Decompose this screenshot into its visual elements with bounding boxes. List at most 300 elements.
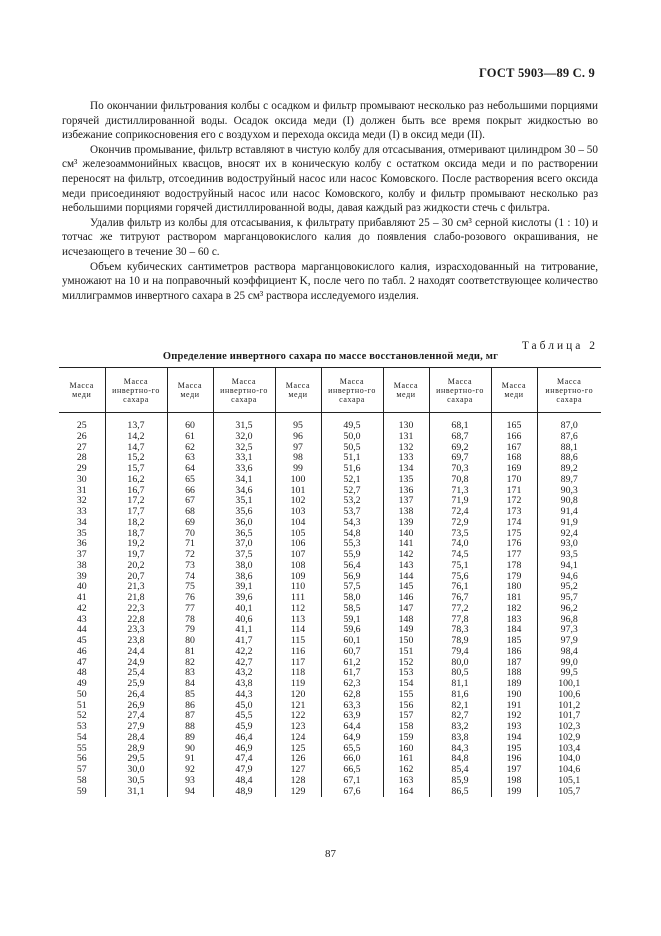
- copper-mass-cell: 171: [491, 486, 537, 497]
- sugar-mass-cell: 84,3: [429, 744, 491, 755]
- header-copper-mass: Масса меди: [275, 368, 321, 413]
- copper-mass-cell: 189: [491, 679, 537, 690]
- copper-mass-cell: 144: [383, 572, 429, 583]
- sugar-mass-cell: 89,2: [537, 464, 601, 475]
- copper-mass-cell: 109: [275, 572, 321, 583]
- paragraph: Удалив фильтр из колбы для отсасывания, к фильтрату прибавляют 25 – 30 см³ серной кислоты (1 : 10) и тотчас же титруют раствором марганцовокислого калия до появления слабо-розового окрашивания, не исчезающего в течение 30 – 60 с.: [62, 216, 598, 258]
- copper-mass-cell: 124: [275, 733, 321, 744]
- copper-mass-cell: 172: [491, 496, 537, 507]
- copper-mass-cell: 161: [383, 754, 429, 765]
- copper-mass-cell: 162: [383, 765, 429, 776]
- sugar-mass-cell: 67,6: [321, 787, 383, 798]
- copper-mass-cell: 110: [275, 582, 321, 593]
- sugar-mass-cell: 48,4: [213, 776, 275, 787]
- sugar-mass-cell: 66,5: [321, 765, 383, 776]
- copper-mass-cell: 87: [167, 711, 213, 722]
- copper-mass-cell: 83: [167, 668, 213, 679]
- sugar-mass-cell: 52,7: [321, 486, 383, 497]
- sugar-mass-cell: 97,3: [537, 625, 601, 636]
- sugar-mass-cell: 69,7: [429, 453, 491, 464]
- sugar-mass-cell: 77,8: [429, 615, 491, 626]
- table-row: [59, 604, 601, 615]
- copper-mass-cell: 149: [383, 625, 429, 636]
- copper-mass-cell: 148: [383, 615, 429, 626]
- copper-mass-cell: 85: [167, 690, 213, 701]
- sugar-mass-cell: 92,4: [537, 529, 601, 540]
- sugar-mass-cell: 64,9: [321, 733, 383, 744]
- copper-mass-cell: 114: [275, 625, 321, 636]
- copper-mass-cell: 102: [275, 496, 321, 507]
- copper-mass-cell: 157: [383, 711, 429, 722]
- copper-mass-cell: 26: [76, 430, 87, 442]
- sugar-mass-cell: 41,1: [213, 625, 275, 636]
- sugar-mass-cell: 85,4: [429, 765, 491, 776]
- sugar-mass-cell: 99,0: [537, 658, 601, 669]
- copper-mass-cell: 194: [491, 733, 537, 744]
- copper-mass-cell: 119: [275, 679, 321, 690]
- sugar-mass-cell: 59,1: [321, 615, 383, 626]
- copper-mass-cell: 137: [383, 496, 429, 507]
- sugar-mass-cell: 101,7: [537, 711, 601, 722]
- sugar-mass-cell: 63,3: [321, 701, 383, 712]
- copper-mass-cell: 56: [76, 753, 87, 765]
- copper-mass-cell: 90: [167, 744, 213, 755]
- sugar-mass-cell: 58,5: [321, 604, 383, 615]
- sugar-mass-cell: 99,5: [537, 668, 601, 679]
- copper-mass-cell: 27: [76, 441, 87, 453]
- copper-mass-cell: 76: [167, 593, 213, 604]
- sugar-mass-cell: 15,7: [105, 464, 167, 475]
- sugar-mass-cell: 20,7: [105, 572, 167, 583]
- sugar-mass-cell: 45,5: [213, 711, 275, 722]
- sugar-mass-cell: 60,7: [321, 647, 383, 658]
- paragraph: По окончании фильтрования колбы с осадком и фильтр промывают несколько раз небольшими порциями горячей дистиллированной воды. Осадок оксида меди (I) должен быть все время покрыт жидкостью во избежание соприкосновения его с воздухом и перехода оксида меди (I) в оксид меди (II).: [62, 100, 598, 142]
- sugar-mass-cell: 78,9: [429, 636, 491, 647]
- copper-mass-cell: 140: [383, 529, 429, 540]
- copper-mass-cell: 196: [491, 754, 537, 765]
- sugar-mass-cell: 18,7: [105, 529, 167, 540]
- copper-mass-cell: 159: [383, 733, 429, 744]
- table-row: [59, 561, 601, 572]
- sugar-mass-cell: 96,2: [537, 604, 601, 615]
- table-row: [59, 787, 601, 798]
- sugar-mass-cell: 75,6: [429, 572, 491, 583]
- copper-mass-cell: 174: [491, 518, 537, 529]
- copper-mass-cell: 48: [76, 667, 87, 679]
- copper-mass-cell: 51: [76, 699, 87, 711]
- sugar-mass-cell: 75,1: [429, 561, 491, 572]
- sugar-mass-cell: 23,8: [105, 636, 167, 647]
- copper-mass-cell: 145: [383, 582, 429, 593]
- sugar-mass-cell: 43,2: [213, 668, 275, 679]
- copper-mass-cell: 152: [383, 658, 429, 669]
- copper-mass-cell: 197: [491, 765, 537, 776]
- copper-mass-cell: 113: [275, 615, 321, 626]
- sugar-mass-cell: 82,1: [429, 701, 491, 712]
- copper-mass-cell: 111: [275, 593, 321, 604]
- sugar-mass-cell: 32,0: [213, 432, 275, 443]
- copper-mass-cell: 41: [76, 592, 87, 603]
- copper-mass-cell: 49: [76, 678, 87, 689]
- copper-mass-cell: 54: [76, 731, 87, 743]
- table-row: [59, 518, 601, 529]
- sugar-mass-cell: 59,6: [321, 625, 383, 636]
- sugar-mass-cell: 40,6: [213, 615, 275, 626]
- copper-mass-cell: 131: [383, 432, 429, 443]
- sugar-mass-cell: 30,5: [105, 776, 167, 787]
- copper-mass-cell: 139: [383, 518, 429, 529]
- copper-mass-cell: 167: [491, 443, 537, 454]
- sugar-mass-cell: 34,1: [213, 475, 275, 486]
- sugar-mass-cell: 16,7: [105, 486, 167, 497]
- sugar-mass-cell: 50,0: [321, 432, 383, 443]
- sugar-mass-cell: 33,6: [213, 464, 275, 475]
- sugar-mass-cell: 73,5: [429, 529, 491, 540]
- copper-mass-cell: 168: [491, 453, 537, 464]
- copper-mass-cell: 127: [275, 765, 321, 776]
- copper-mass-cell: 195: [491, 744, 537, 755]
- sugar-mass-cell: 88,6: [537, 453, 601, 464]
- sugar-mass-cell: 101,2: [537, 701, 601, 712]
- sugar-mass-cell: 105,1: [537, 776, 601, 787]
- copper-mass-cell: 40: [76, 581, 87, 593]
- copper-mass-cell: 32: [76, 495, 87, 507]
- copper-mass-cell: 28: [76, 452, 87, 464]
- copper-mass-cell: 187: [491, 658, 537, 669]
- sugar-mass-cell: 102,3: [537, 722, 601, 733]
- copper-mass-cell: 96: [275, 432, 321, 443]
- copper-mass-cell: 136: [383, 486, 429, 497]
- sugar-mass-cell: 24,9: [105, 658, 167, 669]
- copper-mass-cell: 78: [167, 615, 213, 626]
- copper-mass-cell: 105: [275, 529, 321, 540]
- copper-mass-cell: 68: [167, 507, 213, 518]
- sugar-mass-cell: 56,4: [321, 561, 383, 572]
- copper-mass-cell: 123: [275, 722, 321, 733]
- sugar-mass-cell: 55,9: [321, 550, 383, 561]
- sugar-mass-cell: 63,9: [321, 711, 383, 722]
- copper-mass-cell: 193: [491, 722, 537, 733]
- sugar-mass-cell: 35,1: [213, 496, 275, 507]
- sugar-mass-cell: 38,6: [213, 572, 275, 583]
- table-header-row: [59, 368, 601, 413]
- header-copper-mass: Масса меди: [167, 368, 213, 413]
- copper-mass-cell: 35: [76, 527, 87, 539]
- sugar-mass-cell: 70,3: [429, 464, 491, 475]
- sugar-mass-cell: 31,1: [105, 787, 167, 798]
- copper-mass-cell: 160: [383, 744, 429, 755]
- sugar-mass-cell: 72,9: [429, 518, 491, 529]
- sugar-mass-cell: 46,4: [213, 733, 275, 744]
- paragraph: Объем кубических сантиметров раствора марганцовокислого калия, израсходованный на титрование, умножают на 10 и на поправочный коэффициент K, после чего по табл. 2 находят соответствующее количество миллиграммов инвертного сахара в 25 см³ раствора исследуемого изделия.: [62, 260, 598, 302]
- table-row: [59, 413, 601, 432]
- copper-mass-cell: 153: [383, 668, 429, 679]
- sugar-mass-cell: 14,7: [105, 443, 167, 454]
- copper-mass-cell: 64: [167, 464, 213, 475]
- sugar-mass-cell: 57,5: [321, 582, 383, 593]
- sugar-mass-cell: 76,1: [429, 582, 491, 593]
- table-row: [59, 647, 601, 658]
- copper-mass-cell: 192: [491, 711, 537, 722]
- copper-mass-cell: 99: [275, 464, 321, 475]
- header-sugar-mass: Масса инвертно-го сахара: [321, 368, 383, 413]
- paragraph: Окончив промывание, фильтр вставляют в чистую колбу для отсасывания, отмеривают цилиндром 30 – 50 см³ железоаммонийных квасцов, вносят их в коническую колбу с остатком оксида меди и по растворении переносят на фильтр, отсоединив водоструйный насос или насос Комовского. После растворения всего оксида меди присоединяют водоструйный насос или насос Комовского, колбу и фильтр промывают несколько раз небольшими порциями горячей дистиллированной воды, давая каждый раз жидкости стечь с фильтра.: [62, 143, 598, 215]
- sugar-mass-cell: 39,6: [213, 593, 275, 604]
- copper-mass-cell: 151: [383, 647, 429, 658]
- copper-mass-cell: 129: [275, 787, 321, 798]
- copper-mass-cell: 71: [167, 539, 213, 550]
- table-row: [59, 776, 601, 787]
- copper-mass-cell: 81: [167, 647, 213, 658]
- copper-mass-cell: 50: [76, 688, 87, 700]
- copper-mass-cell: 154: [383, 679, 429, 690]
- copper-mass-cell: 180: [491, 582, 537, 593]
- sugar-mass-cell: 29,5: [105, 754, 167, 765]
- copper-mass-cell: 176: [491, 539, 537, 550]
- copper-mass-cell: 121: [275, 701, 321, 712]
- sugar-mass-cell: 97,9: [537, 636, 601, 647]
- sugar-mass-cell: 28,4: [105, 733, 167, 744]
- copper-mass-cell: 25: [76, 420, 87, 431]
- copper-mass-cell: 73: [167, 561, 213, 572]
- sugar-mass-cell: 72,4: [429, 507, 491, 518]
- copper-mass-cell: 198: [491, 776, 537, 787]
- sugar-mass-cell: 69,2: [429, 443, 491, 454]
- sugar-mass-cell: 100,6: [537, 690, 601, 701]
- copper-mass-cell: 107: [275, 550, 321, 561]
- copper-mass-cell: 59: [76, 785, 87, 797]
- sugar-mass-cell: 95,7: [537, 593, 601, 604]
- sugar-mass-cell: 37,0: [213, 539, 275, 550]
- sugar-mass-cell: 17,7: [105, 507, 167, 518]
- copper-mass-cell: 184: [491, 625, 537, 636]
- copper-mass-cell: 46: [76, 645, 87, 657]
- sugar-mass-cell: 45,0: [213, 701, 275, 712]
- copper-mass-cell: 133: [383, 453, 429, 464]
- sugar-mass-cell: 43,8: [213, 679, 275, 690]
- copper-mass-cell: 29: [76, 463, 87, 474]
- sugar-mass-cell: 56,9: [321, 572, 383, 583]
- copper-mass-cell: 156: [383, 701, 429, 712]
- copper-mass-cell: 181: [491, 593, 537, 604]
- copper-mass-cell: 125: [275, 744, 321, 755]
- copper-mass-cell: 182: [491, 604, 537, 615]
- copper-mass-cell: 86: [167, 701, 213, 712]
- copper-mass-cell: 170: [491, 475, 537, 486]
- copper-mass-cell: 165: [491, 413, 537, 432]
- copper-mass-cell: 38: [76, 559, 87, 571]
- copper-mass-cell: 185: [491, 636, 537, 647]
- sugar-mass-cell: 104,0: [537, 754, 601, 765]
- copper-mass-cell: 104: [275, 518, 321, 529]
- copper-mass-cell: 94: [167, 787, 213, 798]
- copper-mass-cell: 62: [167, 443, 213, 454]
- copper-mass-cell: 30: [76, 473, 87, 485]
- copper-mass-cell: 173: [491, 507, 537, 518]
- copper-mass-cell: 52: [76, 710, 87, 722]
- sugar-mass-cell: 89,7: [537, 475, 601, 486]
- sugar-mass-cell: 68,7: [429, 432, 491, 443]
- copper-sugar-table: [59, 367, 601, 797]
- copper-mass-cell: 103: [275, 507, 321, 518]
- sugar-mass-cell: 51,6: [321, 464, 383, 475]
- sugar-mass-cell: 76,7: [429, 593, 491, 604]
- copper-mass-cell: 188: [491, 668, 537, 679]
- sugar-mass-cell: 80,0: [429, 658, 491, 669]
- table-row: [59, 690, 601, 701]
- sugar-mass-cell: 32,5: [213, 443, 275, 454]
- sugar-mass-cell: 26,9: [105, 701, 167, 712]
- copper-mass-cell: 164: [383, 787, 429, 798]
- sugar-mass-cell: 18,2: [105, 518, 167, 529]
- copper-mass-cell: 112: [275, 604, 321, 615]
- copper-mass-cell: 135: [383, 475, 429, 486]
- copper-mass-cell: 43: [76, 613, 87, 625]
- sugar-mass-cell: 31,5: [213, 413, 275, 432]
- sugar-mass-cell: 88,1: [537, 443, 601, 454]
- copper-mass-cell: 141: [383, 539, 429, 550]
- sugar-mass-cell: 49,5: [321, 413, 383, 432]
- copper-mass-cell: 177: [491, 550, 537, 561]
- copper-mass-cell: 37: [76, 549, 87, 560]
- copper-mass-cell: 120: [275, 690, 321, 701]
- sugar-mass-cell: 84,8: [429, 754, 491, 765]
- sugar-mass-cell: 62,3: [321, 679, 383, 690]
- copper-mass-cell: 191: [491, 701, 537, 712]
- sugar-mass-cell: 93,5: [537, 550, 601, 561]
- sugar-mass-cell: 103,4: [537, 744, 601, 755]
- sugar-mass-cell: 48,9: [213, 787, 275, 798]
- sugar-mass-cell: 26,4: [105, 690, 167, 701]
- sugar-mass-cell: 20,2: [105, 561, 167, 572]
- sugar-mass-cell: 78,3: [429, 625, 491, 636]
- copper-mass-cell: 142: [383, 550, 429, 561]
- sugar-mass-cell: 68,1: [429, 413, 491, 432]
- sugar-mass-cell: 22,3: [105, 604, 167, 615]
- copper-mass-cell: 31: [76, 484, 87, 496]
- sugar-mass-cell: 25,9: [105, 679, 167, 690]
- copper-mass-cell: 147: [383, 604, 429, 615]
- sugar-mass-cell: 37,5: [213, 550, 275, 561]
- sugar-mass-cell: 102,9: [537, 733, 601, 744]
- copper-mass-cell: 69: [167, 518, 213, 529]
- copper-mass-cell: 179: [491, 572, 537, 583]
- copper-mass-cell: 34: [76, 516, 87, 528]
- copper-mass-cell: 100: [275, 475, 321, 486]
- copper-mass-cell: 44: [76, 624, 87, 636]
- sugar-mass-cell: 100,1: [537, 679, 601, 690]
- copper-mass-cell: 77: [167, 604, 213, 615]
- header-sugar-mass: Масса инвертно-го сахара: [429, 368, 491, 413]
- sugar-mass-cell: 47,4: [213, 754, 275, 765]
- sugar-mass-cell: 85,9: [429, 776, 491, 787]
- sugar-mass-cell: 28,9: [105, 744, 167, 755]
- table-row: [59, 432, 601, 443]
- copper-mass-cell: 117: [275, 658, 321, 669]
- sugar-mass-cell: 104,6: [537, 765, 601, 776]
- body-text: [62, 99, 598, 303]
- sugar-mass-cell: 19,7: [105, 550, 167, 561]
- sugar-mass-cell: 39,1: [213, 582, 275, 593]
- sugar-mass-cell: 52,1: [321, 475, 383, 486]
- copper-mass-cell: 36: [76, 538, 87, 550]
- copper-mass-cell: 97: [275, 443, 321, 454]
- copper-mass-cell: 89: [167, 733, 213, 744]
- sugar-mass-cell: 87,6: [537, 432, 601, 443]
- sugar-mass-cell: 47,9: [213, 765, 275, 776]
- copper-mass-cell: 92: [167, 765, 213, 776]
- sugar-mass-cell: 65,5: [321, 744, 383, 755]
- copper-mass-cell: 138: [383, 507, 429, 518]
- copper-mass-cell: 169: [491, 464, 537, 475]
- sugar-mass-cell: 74,0: [429, 539, 491, 550]
- sugar-mass-cell: 16,2: [105, 475, 167, 486]
- copper-mass-cell: 42: [76, 602, 87, 614]
- sugar-mass-cell: 22,8: [105, 615, 167, 626]
- sugar-mass-cell: 94,6: [537, 572, 601, 583]
- sugar-mass-cell: 94,1: [537, 561, 601, 572]
- sugar-mass-cell: 62,8: [321, 690, 383, 701]
- sugar-mass-cell: 33,1: [213, 453, 275, 464]
- sugar-mass-cell: 64,4: [321, 722, 383, 733]
- copper-mass-cell: 128: [275, 776, 321, 787]
- copper-mass-cell: 57: [76, 764, 87, 775]
- sugar-mass-cell: 40,1: [213, 604, 275, 615]
- sugar-mass-cell: 30,0: [105, 765, 167, 776]
- sugar-mass-cell: 45,9: [213, 722, 275, 733]
- copper-mass-cell: 183: [491, 615, 537, 626]
- sugar-mass-cell: 21,3: [105, 582, 167, 593]
- header-copper-mass: Масса меди: [383, 368, 429, 413]
- copper-mass-cell: 101: [275, 486, 321, 497]
- sugar-mass-cell: 71,9: [429, 496, 491, 507]
- sugar-mass-cell: 83,2: [429, 722, 491, 733]
- table-body: [59, 413, 601, 798]
- sugar-mass-cell: 53,2: [321, 496, 383, 507]
- sugar-mass-cell: 21,8: [105, 593, 167, 604]
- sugar-mass-cell: 87,0: [537, 413, 601, 432]
- copper-mass-cell: 65: [167, 475, 213, 486]
- copper-mass-cell: 93: [167, 776, 213, 787]
- table-label: Таблица 2: [521, 340, 598, 352]
- sugar-mass-cell: 74,5: [429, 550, 491, 561]
- sugar-mass-cell: 13,7: [105, 413, 167, 432]
- header-copper-mass: Масса меди: [59, 368, 105, 413]
- copper-mass-cell: 199: [491, 787, 537, 798]
- header-copper-mass: Масса меди: [491, 368, 537, 413]
- copper-mass-cell: 70: [167, 529, 213, 540]
- copper-mass-cell: 98: [275, 453, 321, 464]
- sugar-mass-cell: 46,9: [213, 744, 275, 755]
- sugar-mass-cell: 79,4: [429, 647, 491, 658]
- sugar-mass-cell: 95,2: [537, 582, 601, 593]
- page-number: 87: [325, 848, 336, 860]
- copper-mass-cell: 63: [167, 453, 213, 464]
- sugar-mass-cell: 60,1: [321, 636, 383, 647]
- sugar-mass-cell: 71,3: [429, 486, 491, 497]
- sugar-mass-cell: 41,7: [213, 636, 275, 647]
- copper-mass-cell: 178: [491, 561, 537, 572]
- copper-mass-cell: 155: [383, 690, 429, 701]
- sugar-mass-cell: 27,9: [105, 722, 167, 733]
- copper-mass-cell: 190: [491, 690, 537, 701]
- copper-mass-cell: 58: [76, 774, 87, 786]
- sugar-mass-cell: 36,0: [213, 518, 275, 529]
- header-sugar-mass: Масса инвертно-го сахара: [105, 368, 167, 413]
- copper-mass-cell: 158: [383, 722, 429, 733]
- copper-mass-cell: 66: [167, 486, 213, 497]
- sugar-mass-cell: 77,2: [429, 604, 491, 615]
